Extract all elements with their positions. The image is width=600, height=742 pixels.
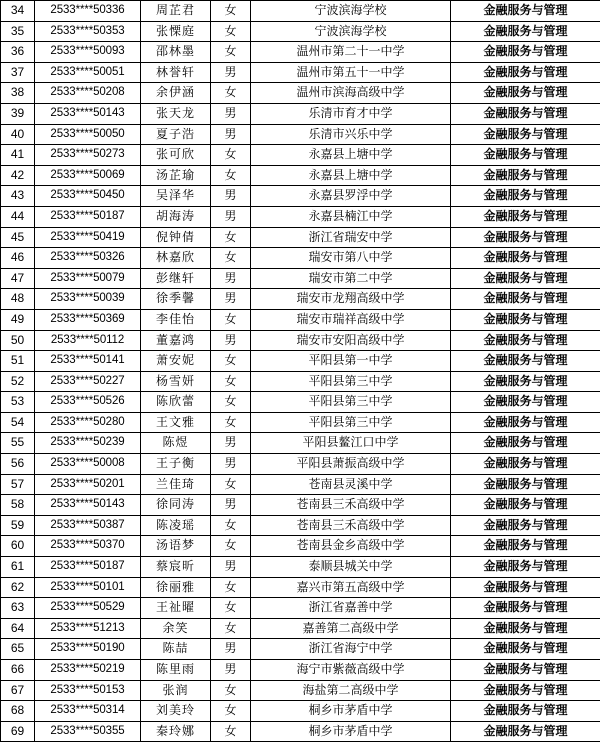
cell-index: 65 <box>1 639 35 660</box>
cell-id-number: 2533****50387 <box>35 515 141 536</box>
cell-index: 47 <box>1 268 35 289</box>
cell-gender: 女 <box>211 515 251 536</box>
cell-id-number: 2533****50326 <box>35 248 141 269</box>
cell-major: 金融服务与管理 <box>451 577 600 598</box>
cell-major: 金融服务与管理 <box>451 392 600 413</box>
cell-major: 金融服务与管理 <box>451 557 600 578</box>
table-row <box>1 557 600 578</box>
table-row <box>1 186 600 207</box>
cell-gender: 女 <box>211 21 251 42</box>
cell-index: 69 <box>1 721 35 742</box>
cell-school: 乐清市育才中学 <box>251 103 451 124</box>
cell-major: 金融服务与管理 <box>451 83 600 104</box>
cell-id-number: 2533****50280 <box>35 412 141 433</box>
cell-major: 金融服务与管理 <box>451 268 600 289</box>
cell-school: 浙江省海宁中学 <box>251 639 451 660</box>
cell-school: 瑞安市第八中学 <box>251 248 451 269</box>
cell-name: 吴泽华 <box>141 186 211 207</box>
cell-school: 平阳县鳌江口中学 <box>251 433 451 454</box>
cell-gender: 男 <box>211 103 251 124</box>
table-row <box>1 330 600 351</box>
table-row <box>1 165 600 186</box>
cell-gender: 女 <box>211 1 251 22</box>
cell-gender: 男 <box>211 62 251 83</box>
cell-name: 李佳怡 <box>141 309 211 330</box>
cell-id-number: 2533****50419 <box>35 227 141 248</box>
cell-school: 平阳县第三中学 <box>251 392 451 413</box>
cell-school: 瑞安市龙翔高级中学 <box>251 289 451 310</box>
cell-index: 56 <box>1 454 35 475</box>
cell-major: 金融服务与管理 <box>451 42 600 63</box>
table-row <box>1 721 600 742</box>
cell-gender: 女 <box>211 474 251 495</box>
cell-id-number: 2533****50039 <box>35 289 141 310</box>
cell-id-number: 2533****50450 <box>35 186 141 207</box>
cell-gender: 女 <box>211 227 251 248</box>
cell-school: 苍南县灵溪中学 <box>251 474 451 495</box>
cell-major: 金融服务与管理 <box>451 474 600 495</box>
cell-gender: 男 <box>211 268 251 289</box>
cell-id-number: 2533****50190 <box>35 639 141 660</box>
cell-gender: 男 <box>211 660 251 681</box>
cell-id-number: 2533****50353 <box>35 21 141 42</box>
cell-gender: 女 <box>211 351 251 372</box>
cell-school: 泰顺县城关中学 <box>251 557 451 578</box>
cell-gender: 女 <box>211 598 251 619</box>
cell-school: 平阳县第一中学 <box>251 351 451 372</box>
cell-name: 董嘉鸿 <box>141 330 211 351</box>
cell-gender: 男 <box>211 557 251 578</box>
cell-major: 金融服务与管理 <box>451 639 600 660</box>
table-row <box>1 412 600 433</box>
table-row <box>1 289 600 310</box>
cell-major: 金融服务与管理 <box>451 124 600 145</box>
cell-id-number: 2533****50143 <box>35 103 141 124</box>
cell-index: 55 <box>1 433 35 454</box>
cell-index: 58 <box>1 495 35 516</box>
cell-id-number: 2533****50529 <box>35 598 141 619</box>
cell-gender: 男 <box>211 454 251 475</box>
cell-index: 68 <box>1 701 35 722</box>
cell-name: 兰佳琦 <box>141 474 211 495</box>
cell-school: 温州市滨海高级中学 <box>251 83 451 104</box>
cell-name: 陈凌瑶 <box>141 515 211 536</box>
cell-school: 瑞安市安阳高级中学 <box>251 330 451 351</box>
cell-name: 倪钟倩 <box>141 227 211 248</box>
cell-major: 金融服务与管理 <box>451 660 600 681</box>
cell-gender: 女 <box>211 412 251 433</box>
cell-name: 张天龙 <box>141 103 211 124</box>
cell-index: 41 <box>1 145 35 166</box>
cell-name: 余伊涵 <box>141 83 211 104</box>
cell-name: 徐同涛 <box>141 495 211 516</box>
cell-major: 金融服务与管理 <box>451 454 600 475</box>
cell-id-number: 2533****50273 <box>35 145 141 166</box>
cell-name: 王文雅 <box>141 412 211 433</box>
cell-gender: 女 <box>211 721 251 742</box>
cell-id-number: 2533****50079 <box>35 268 141 289</box>
cell-index: 63 <box>1 598 35 619</box>
cell-index: 51 <box>1 351 35 372</box>
cell-school: 浙江省嘉善中学 <box>251 598 451 619</box>
cell-name: 陈欣蕾 <box>141 392 211 413</box>
cell-id-number: 2533****50201 <box>35 474 141 495</box>
cell-name: 汤语梦 <box>141 536 211 557</box>
cell-school: 桐乡市茅盾中学 <box>251 701 451 722</box>
table-row <box>1 268 600 289</box>
cell-school: 苍南县金乡高级中学 <box>251 536 451 557</box>
cell-name: 周芷君 <box>141 1 211 22</box>
cell-index: 64 <box>1 618 35 639</box>
cell-gender: 女 <box>211 165 251 186</box>
table-row <box>1 124 600 145</box>
cell-index: 45 <box>1 227 35 248</box>
table-row <box>1 103 600 124</box>
cell-school: 永嘉县罗浮中学 <box>251 186 451 207</box>
cell-id-number: 2533****50143 <box>35 495 141 516</box>
cell-gender: 男 <box>211 433 251 454</box>
table-row <box>1 206 600 227</box>
cell-major: 金融服务与管理 <box>451 598 600 619</box>
cell-gender: 女 <box>211 577 251 598</box>
cell-gender: 男 <box>211 206 251 227</box>
cell-id-number: 2533****50370 <box>35 536 141 557</box>
cell-name: 胡海涛 <box>141 206 211 227</box>
cell-name: 秦玲娜 <box>141 721 211 742</box>
cell-school: 嘉兴市第五高级中学 <box>251 577 451 598</box>
cell-id-number: 2533****50239 <box>35 433 141 454</box>
table-row <box>1 21 600 42</box>
cell-gender: 女 <box>211 680 251 701</box>
table-row <box>1 1 600 22</box>
cell-id-number: 2533****50219 <box>35 660 141 681</box>
cell-school: 桐乡市茅盾中学 <box>251 721 451 742</box>
cell-gender: 女 <box>211 536 251 557</box>
cell-gender: 女 <box>211 83 251 104</box>
cell-name: 汤芷瑜 <box>141 165 211 186</box>
cell-index: 49 <box>1 309 35 330</box>
cell-major: 金融服务与管理 <box>451 515 600 536</box>
cell-school: 温州市第二十一中学 <box>251 42 451 63</box>
cell-id-number: 2533****50069 <box>35 165 141 186</box>
table-row <box>1 474 600 495</box>
cell-name: 王祉曜 <box>141 598 211 619</box>
cell-index: 67 <box>1 680 35 701</box>
table-row <box>1 309 600 330</box>
cell-index: 44 <box>1 206 35 227</box>
cell-id-number: 2533****50208 <box>35 83 141 104</box>
cell-id-number: 2533****50112 <box>35 330 141 351</box>
cell-id-number: 2533****50141 <box>35 351 141 372</box>
cell-name: 蔡宸昕 <box>141 557 211 578</box>
cell-index: 53 <box>1 392 35 413</box>
cell-name: 陈煜 <box>141 433 211 454</box>
cell-major: 金融服务与管理 <box>451 495 600 516</box>
table-row <box>1 680 600 701</box>
table-row <box>1 433 600 454</box>
cell-school: 温州市第五十一中学 <box>251 62 451 83</box>
cell-school: 苍南县三禾高级中学 <box>251 495 451 516</box>
cell-index: 57 <box>1 474 35 495</box>
cell-index: 62 <box>1 577 35 598</box>
cell-id-number: 2533****50336 <box>35 1 141 22</box>
cell-id-number: 2533****51213 <box>35 618 141 639</box>
cell-gender: 男 <box>211 186 251 207</box>
cell-index: 37 <box>1 62 35 83</box>
table-row <box>1 145 600 166</box>
cell-major: 金融服务与管理 <box>451 330 600 351</box>
cell-school: 永嘉县上塘中学 <box>251 145 451 166</box>
cell-school: 海宁市紫薇高级中学 <box>251 660 451 681</box>
cell-index: 61 <box>1 557 35 578</box>
cell-index: 59 <box>1 515 35 536</box>
cell-major: 金融服务与管理 <box>451 186 600 207</box>
cell-major: 金融服务与管理 <box>451 680 600 701</box>
cell-school: 嘉善第二高级中学 <box>251 618 451 639</box>
cell-id-number: 2533****50153 <box>35 680 141 701</box>
cell-major: 金融服务与管理 <box>451 721 600 742</box>
cell-major: 金融服务与管理 <box>451 701 600 722</box>
table-row <box>1 598 600 619</box>
cell-gender: 男 <box>211 495 251 516</box>
cell-major: 金融服务与管理 <box>451 618 600 639</box>
cell-school: 乐清市兴乐中学 <box>251 124 451 145</box>
cell-gender: 男 <box>211 124 251 145</box>
table-row <box>1 42 600 63</box>
cell-name: 徐季馨 <box>141 289 211 310</box>
cell-index: 48 <box>1 289 35 310</box>
cell-gender: 女 <box>211 392 251 413</box>
table-row <box>1 351 600 372</box>
cell-id-number: 2533****50051 <box>35 62 141 83</box>
table-row <box>1 83 600 104</box>
cell-index: 35 <box>1 21 35 42</box>
cell-major: 金融服务与管理 <box>451 536 600 557</box>
cell-index: 40 <box>1 124 35 145</box>
cell-id-number: 2533****50093 <box>35 42 141 63</box>
table-row <box>1 454 600 475</box>
cell-name: 张润 <box>141 680 211 701</box>
cell-major: 金融服务与管理 <box>451 206 600 227</box>
cell-name: 夏子浩 <box>141 124 211 145</box>
cell-gender: 女 <box>211 145 251 166</box>
cell-name: 刘美玲 <box>141 701 211 722</box>
cell-name: 萧安妮 <box>141 351 211 372</box>
cell-index: 39 <box>1 103 35 124</box>
cell-index: 43 <box>1 186 35 207</box>
cell-school: 宁波滨海学校 <box>251 21 451 42</box>
cell-major: 金融服务与管理 <box>451 412 600 433</box>
cell-gender: 男 <box>211 639 251 660</box>
cell-index: 66 <box>1 660 35 681</box>
cell-name: 王子衡 <box>141 454 211 475</box>
cell-major: 金融服务与管理 <box>451 62 600 83</box>
table-row <box>1 227 600 248</box>
cell-name: 林誉轩 <box>141 62 211 83</box>
cell-index: 38 <box>1 83 35 104</box>
cell-gender: 女 <box>211 701 251 722</box>
cell-gender: 女 <box>211 248 251 269</box>
table-row <box>1 62 600 83</box>
cell-id-number: 2533****50008 <box>35 454 141 475</box>
cell-school: 永嘉县上塘中学 <box>251 165 451 186</box>
cell-gender: 女 <box>211 309 251 330</box>
cell-index: 36 <box>1 42 35 63</box>
cell-major: 金融服务与管理 <box>451 351 600 372</box>
cell-school: 平阳县第三中学 <box>251 371 451 392</box>
cell-index: 42 <box>1 165 35 186</box>
cell-school: 平阳县第三中学 <box>251 412 451 433</box>
cell-name: 彭继轩 <box>141 268 211 289</box>
table-row <box>1 577 600 598</box>
cell-major: 金融服务与管理 <box>451 227 600 248</box>
cell-name: 邵林墨 <box>141 42 211 63</box>
cell-gender: 女 <box>211 42 251 63</box>
cell-major: 金融服务与管理 <box>451 145 600 166</box>
cell-major: 金融服务与管理 <box>451 1 600 22</box>
cell-id-number: 2533****50187 <box>35 557 141 578</box>
cell-gender: 男 <box>211 289 251 310</box>
cell-major: 金融服务与管理 <box>451 289 600 310</box>
cell-id-number: 2533****50050 <box>35 124 141 145</box>
table-row <box>1 515 600 536</box>
cell-gender: 女 <box>211 618 251 639</box>
cell-major: 金融服务与管理 <box>451 248 600 269</box>
cell-id-number: 2533****50101 <box>35 577 141 598</box>
table-row <box>1 618 600 639</box>
cell-school: 平阳县萧振高级中学 <box>251 454 451 475</box>
table-row <box>1 248 600 269</box>
table-row <box>1 660 600 681</box>
cell-name: 林嘉欣 <box>141 248 211 269</box>
cell-id-number: 2533****50227 <box>35 371 141 392</box>
cell-id-number: 2533****50187 <box>35 206 141 227</box>
cell-index: 34 <box>1 1 35 22</box>
cell-index: 60 <box>1 536 35 557</box>
cell-name: 张慄庭 <box>141 21 211 42</box>
cell-name: 张可欣 <box>141 145 211 166</box>
table-row <box>1 495 600 516</box>
cell-id-number: 2533****50314 <box>35 701 141 722</box>
cell-index: 50 <box>1 330 35 351</box>
cell-school: 宁波滨海学校 <box>251 1 451 22</box>
cell-id-number: 2533****50526 <box>35 392 141 413</box>
table-row <box>1 392 600 413</box>
cell-school: 永嘉县楠江中学 <box>251 206 451 227</box>
cell-school: 海盐第二高级中学 <box>251 680 451 701</box>
cell-major: 金融服务与管理 <box>451 309 600 330</box>
cell-index: 54 <box>1 412 35 433</box>
cell-id-number: 2533****50355 <box>35 721 141 742</box>
cell-school: 苍南县三禾高级中学 <box>251 515 451 536</box>
cell-school: 浙江省瑞安中学 <box>251 227 451 248</box>
cell-name: 陈喆 <box>141 639 211 660</box>
table-row <box>1 371 600 392</box>
cell-school: 瑞安市第二中学 <box>251 268 451 289</box>
cell-name: 徐丽雅 <box>141 577 211 598</box>
cell-major: 金融服务与管理 <box>451 371 600 392</box>
cell-school: 瑞安市瑞祥高级中学 <box>251 309 451 330</box>
table-row <box>1 639 600 660</box>
cell-name: 杨雪妍 <box>141 371 211 392</box>
cell-index: 46 <box>1 248 35 269</box>
cell-name: 陈里雨 <box>141 660 211 681</box>
cell-major: 金融服务与管理 <box>451 103 600 124</box>
cell-major: 金融服务与管理 <box>451 165 600 186</box>
cell-name: 余笑 <box>141 618 211 639</box>
cell-gender: 男 <box>211 330 251 351</box>
cell-gender: 女 <box>211 371 251 392</box>
table-row <box>1 536 600 557</box>
cell-major: 金融服务与管理 <box>451 433 600 454</box>
cell-major: 金融服务与管理 <box>451 21 600 42</box>
cell-id-number: 2533****50369 <box>35 309 141 330</box>
cell-index: 52 <box>1 371 35 392</box>
roster-table-body <box>1 1 600 742</box>
table-row <box>1 701 600 722</box>
